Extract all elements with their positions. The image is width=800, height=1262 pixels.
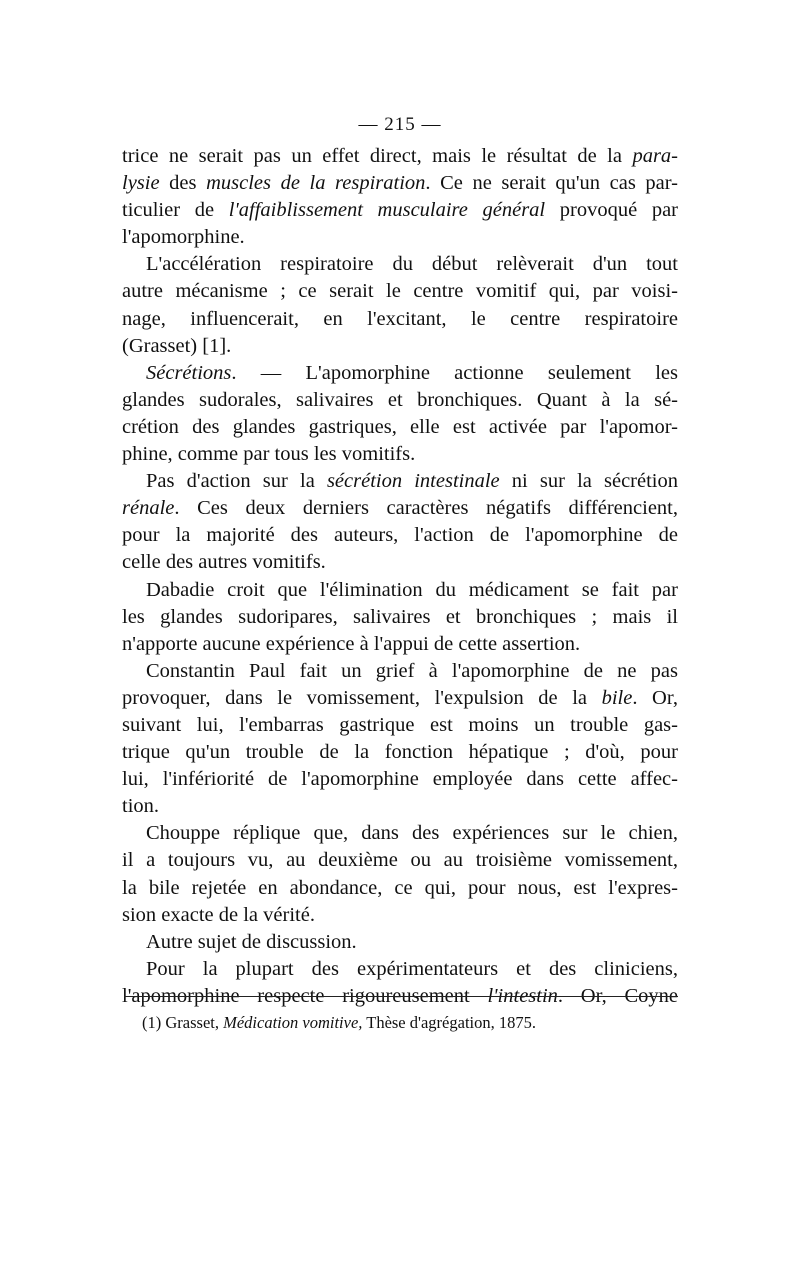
text-line	[122, 197, 678, 224]
text-span: pour la majorité des auteurs, l'action de l'apomorphine de	[122, 524, 678, 547]
text-line	[122, 847, 678, 874]
text-line	[122, 414, 678, 441]
italic-text: l'intestin	[487, 984, 558, 1007]
text-span: crétion des glandes gastriques, elle est activée par l'apomor-	[122, 415, 678, 438]
text-span: trice ne serait pas un effet direct, mais le résultat de la	[122, 145, 633, 167]
text-span: celle des autres vomitifs.	[122, 551, 326, 574]
text-span: (Grasset) [1].	[122, 334, 232, 357]
text-line	[122, 929, 678, 956]
text-span: provoqué par	[545, 199, 679, 222]
text-span: Pour la plupart des expérimentateurs et des cliniciens,	[146, 957, 678, 980]
text-span: . — L'apomorphine actionne seulement les	[231, 361, 678, 384]
text-line	[122, 441, 678, 468]
text-span: . Ce ne serait qu'un cas par-	[425, 172, 678, 195]
text-span: Dabadie croit que l'élimination du médicament se fait par	[146, 578, 678, 601]
text-line	[122, 522, 678, 549]
text-span: tion.	[122, 795, 160, 818]
text-span: Chouppe réplique que, dans des expériences sur le chien,	[146, 822, 678, 845]
text-span: ni sur la sécrétion	[499, 470, 679, 493]
body-text	[122, 143, 678, 1010]
text-span: la bile rejetée en abondance, ce qui, pour nous, est l'expres-	[122, 876, 678, 899]
italic-text: para-	[632, 145, 678, 167]
footnote	[142, 1013, 536, 1033]
text-span: il a toujours vu, au deuxième ou au troisième vomissement,	[122, 849, 678, 872]
footnote-author: Grasset,	[165, 1013, 219, 1032]
text-line	[122, 956, 678, 983]
text-line	[122, 902, 678, 929]
footnote-title: Médication vomitive,	[223, 1013, 363, 1032]
text-span: trique qu'un trouble de la fonction hépatique ; d'où, pour	[122, 741, 678, 764]
text-span: Autre sujet de discussion.	[146, 930, 357, 953]
italic-text: muscles de la respiration	[206, 172, 426, 195]
text-line	[122, 333, 678, 360]
text-line	[122, 577, 678, 604]
text-span: provoquer, dans le vomissement, l'expulsion de la	[122, 686, 602, 709]
text-line	[122, 387, 678, 414]
text-line	[122, 170, 678, 197]
text-span: . Ces deux derniers caractères négatifs différencient,	[174, 497, 678, 520]
text-line	[122, 739, 678, 766]
text-span: autre mécanisme ; ce serait le centre vomitif qui, par voisi-	[122, 280, 678, 303]
text-span: . Or, Coyne	[557, 984, 678, 1007]
italic-text: lysie	[122, 172, 160, 195]
italic-text: sécrétion intestinale	[326, 470, 500, 493]
footnote-marker: (1)	[142, 1013, 162, 1032]
text-span: Pas d'action sur la	[146, 470, 327, 493]
text-line	[122, 875, 678, 902]
text-line	[122, 251, 678, 278]
italic-text: l'affaiblissement musculaire général	[228, 199, 546, 222]
text-line	[122, 658, 678, 685]
text-span: phine, comme par tous les vomitifs.	[122, 443, 416, 466]
text-span: l'apomorphine.	[122, 226, 245, 249]
text-line	[122, 468, 678, 495]
text-span: lui, l'infériorité de l'apomorphine employée dans cette affec-	[122, 768, 678, 791]
text-line	[122, 604, 678, 631]
text-line	[122, 306, 678, 333]
text-line	[122, 766, 678, 793]
text-line	[122, 360, 678, 387]
text-line	[122, 820, 678, 847]
italic-text: rénale	[122, 497, 175, 520]
text-span: glandes sudorales, salivaires et bronchiques. Quant à la sé-	[122, 388, 678, 411]
text-line	[122, 143, 678, 170]
page-number: — 215 —	[358, 114, 442, 135]
text-span: n'apporte aucune expérience à l'appui de cette assertion.	[122, 632, 581, 655]
text-line	[122, 685, 678, 712]
footnote-divider	[124, 996, 678, 997]
text-line	[122, 712, 678, 739]
text-span: des	[159, 172, 207, 195]
text-line	[122, 793, 678, 820]
text-line	[122, 224, 678, 251]
text-line	[122, 495, 678, 522]
text-span: . Or,	[632, 686, 678, 709]
text-span: sion exacte de la vérité.	[122, 903, 315, 926]
footnote-rest: Thèse d'agrégation, 1875.	[366, 1013, 536, 1032]
text-span: suivant lui, l'embarras gastrique est moins un trouble gas-	[122, 713, 678, 736]
text-line	[122, 549, 678, 576]
text-span: L'accélération respiratoire du début relèverait d'un tout	[146, 253, 678, 276]
text-span: nage, influencerait, en l'excitant, le centre respiratoire	[122, 307, 678, 330]
text-span: Constantin Paul fait un grief à l'apomorphine de ne pas	[146, 659, 678, 682]
text-span: ticulier de	[122, 199, 229, 222]
text-span: les glandes sudoripares, salivaires et bronchiques ; mais il	[122, 605, 678, 628]
text-line	[122, 278, 678, 305]
text-line	[122, 631, 678, 658]
italic-text: Sécrétions	[146, 361, 232, 384]
text-span: l'apomorphine respecte rigoureusement	[122, 984, 488, 1007]
italic-text: bile	[601, 686, 633, 709]
